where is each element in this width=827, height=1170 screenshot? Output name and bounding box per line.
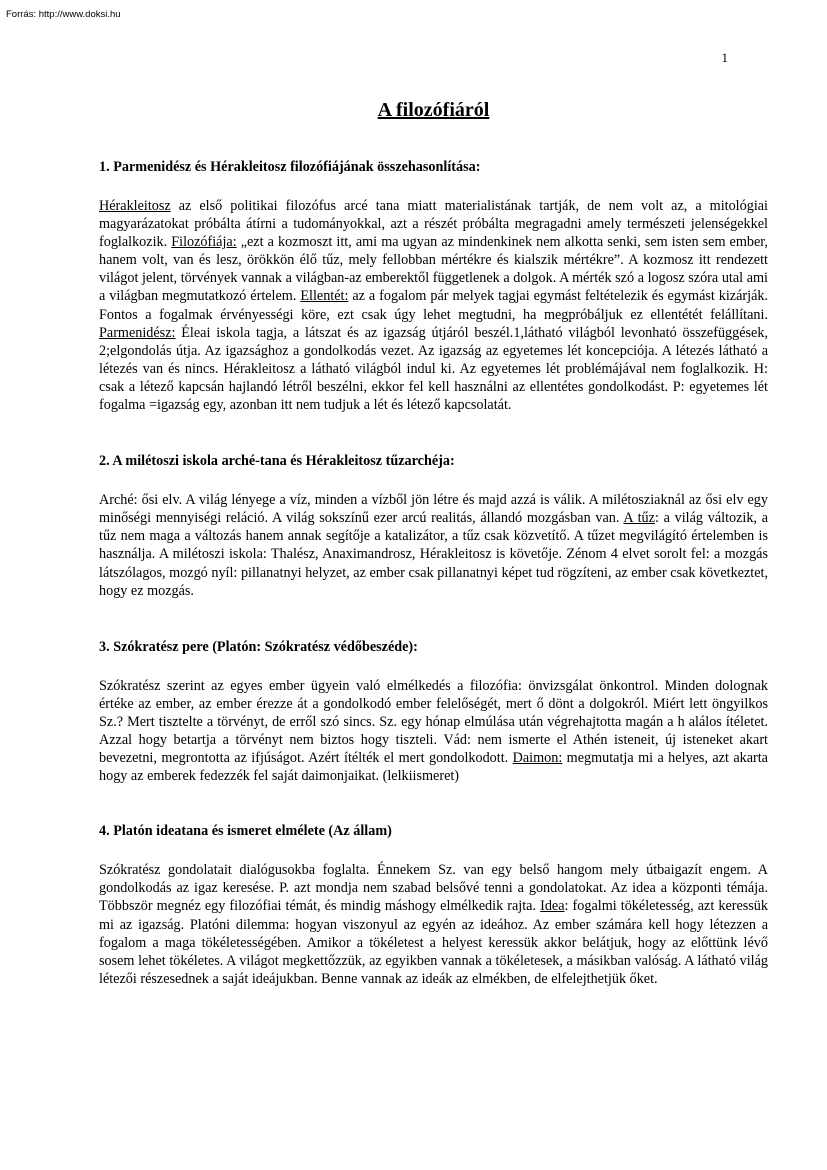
underlined-term: Daimon:: [512, 750, 563, 767]
page-number: 1: [721, 50, 728, 65]
section-paragraph: [99, 861, 768, 988]
document-title: A filozófiáról: [377, 99, 490, 121]
paragraph-text: Szókratész gondolatait dialógusokba foglalta. Énnekem Sz. van egy belső hangom mely útbaigazít engem. A gondolkodás az igaz keresése. P. azt mondja nem szabad belsővé tenni a gondolatokat. Az idea a központi témája. Többször megnéz egy filozófiai témát, és mindig máshogy elmélkedik rajta.: [99, 862, 768, 915]
paragraph-text: megmutatja mi a helyes, azt akarta hogy az emberek fedezzék fel saját daimonjaikat. (lelkiismeret): [99, 750, 768, 785]
paragraph-text: : fogalmi tökéletesség, azt keressük mi az igazság. Platóni dilemma: hogyan viszonyul az egyén az ideához. Az ember számára kell hogy létezzen a fogalom a maga tökéletességében. Amikor a tökéletest a helyest keressük akkor belátjuk, hogy az előttünk lévő sosem lehet tökéletes. A világot megkettőzzük, az egyikben vannak a tökéletesek, a másikban valóság. A látható világ létezői részesednek a saját ideájukban. Benne vannak az ideák az elmékben, de elfelejthetjük őket.: [99, 898, 768, 987]
section-heading: 1. Parmenidész és Hérakleitosz filozófiájának összehasonlítása:: [99, 159, 481, 175]
section-1: [99, 158, 768, 414]
section-heading: 4. Platón ideatana és ismeret elmélete (Az állam): [99, 823, 392, 840]
section-heading: 3. Szókratész pere (Platón: Szókratész védőbeszéde):: [99, 638, 418, 655]
paragraph-text: : a világ változik, a tűz nem maga a változás hanem annak segítője a katalizátor, a tűz csak közvetítő. A tűzet megvilágító értelemben is használja. A milétoszi iskola: Thalész, Anaximandrosz, Hérakleitosz is követője. Zénom 4 elvet sorolt fel: a mozgás látszólagos, mozgó nyíl: pillanatnyi helyzet, az ember csak pillanatnyi képet tud rögzíteni, az ember csak következtet, hogy ez mozgás.: [99, 510, 769, 599]
underlined-term: A tűz: [623, 510, 655, 527]
section-3: [99, 638, 768, 786]
section-4: [99, 822, 768, 988]
section-paragraph: [99, 491, 768, 600]
source-note: Forrás: http://www.doksi.hu: [6, 9, 121, 20]
section-2: [99, 452, 768, 600]
paragraph-text: az a fogalom pár melyek tagjai egymást feltételezik és egymást kizárják. Fontos a fogalmak érvényességi köre, ezt csak úgy lehet megtudni, ha megpróbáljuk ez ellentétét felállítani.: [99, 288, 769, 323]
section-paragraph: [99, 677, 768, 786]
paragraph-text: Szókratész szerint az egyes ember ügyein való elmélkedés a filozófia: önvizsgálat önkontrol. Minden dolognak értéke az ember, az ember érezze át a gondolkodó ember felelőségét, mert ő dönt a dolgokról. Miért lett öngyilkos Sz.? Mert tisztelte a törvényt, de erről szó sincs. Sz. egy hónap elmúlása után végrehajtotta magán a h alálos ítéletet. Azzal hogy betartja a törvényt nem biztos hogy tiszteli. Vád: nem ismerte el Athén isteneit, új isteneket akart bevezetni, megrontotta az ifjúságot. Azért ítélték el mert gondolkodott.: [99, 677, 768, 767]
paragraph-text: Éleai iskola tagja, a látszat és az igazság útjáról beszél.1,látható világból levonható összefüggések, 2;elgondolás útja. Az igazsághoz a gondolkodás vezet. Az igazság az egyetemes lét koncepciója. A létezés látható a létezés van és nincs. Hérakleitosz a látható világból indul ki. Az egyetemes lét problémájával nem foglalkozik. H: csak a létező kapcsán hajlandó létről beszélni, ekkor fel kell használni az ellentétes gondolkodást. P: egyetemes lét fogalma =igazság egy, azonban itt nem tudjuk a lét és létező kapcsolatát.: [99, 324, 768, 414]
paragraph-text: „ezt a kozmoszt itt, ami ma ugyan az mindenkinek nem alkotta senki, sem isten sem ember, hanem volt, van és lesz, örökkön élő tűz, mely fellobban mértékre és kialszik mértékre”. A kozmosz itt rendezett világot jelent, törvények vannak a világban-az emberektől függetlenek a dolgok. A mérték szó a logosz szóra utal ami a világban megmutatkozó értelem.: [99, 234, 768, 305]
underlined-term: Ellentét:: [300, 288, 349, 305]
paragraph-text: Arché: ősi elv. A világ lényege a víz, minden a vízből jön létre és majd azzá is válik. A milétosziaknál az ősi elv egy minőségi mennyiségi reláció. A világ sokszínű ezer arcú realitás, állandó mozgásban van.: [99, 492, 768, 527]
underlined-term: Idea: [540, 898, 565, 915]
section-heading: 2. A milétoszi iskola arché-tana és Hérakleitosz tűzarchéja:: [99, 453, 455, 470]
paragraph-text: az első politikai filozófus arcé tana miatt materialistának tartják, de nem volt az, a mitológiai magyarázatokat próbálta átírni a tudományokkal, azt a részét próbálta megragadni amely természeti jelenségekkel foglalkozik.: [99, 198, 768, 251]
document-body: [99, 150, 768, 988]
underlined-term: Hérakleitosz: [99, 198, 171, 214]
underlined-term: Filozófiája:: [171, 234, 237, 251]
underlined-term: Parmenidész:: [99, 324, 176, 341]
section-paragraph: [99, 197, 768, 414]
